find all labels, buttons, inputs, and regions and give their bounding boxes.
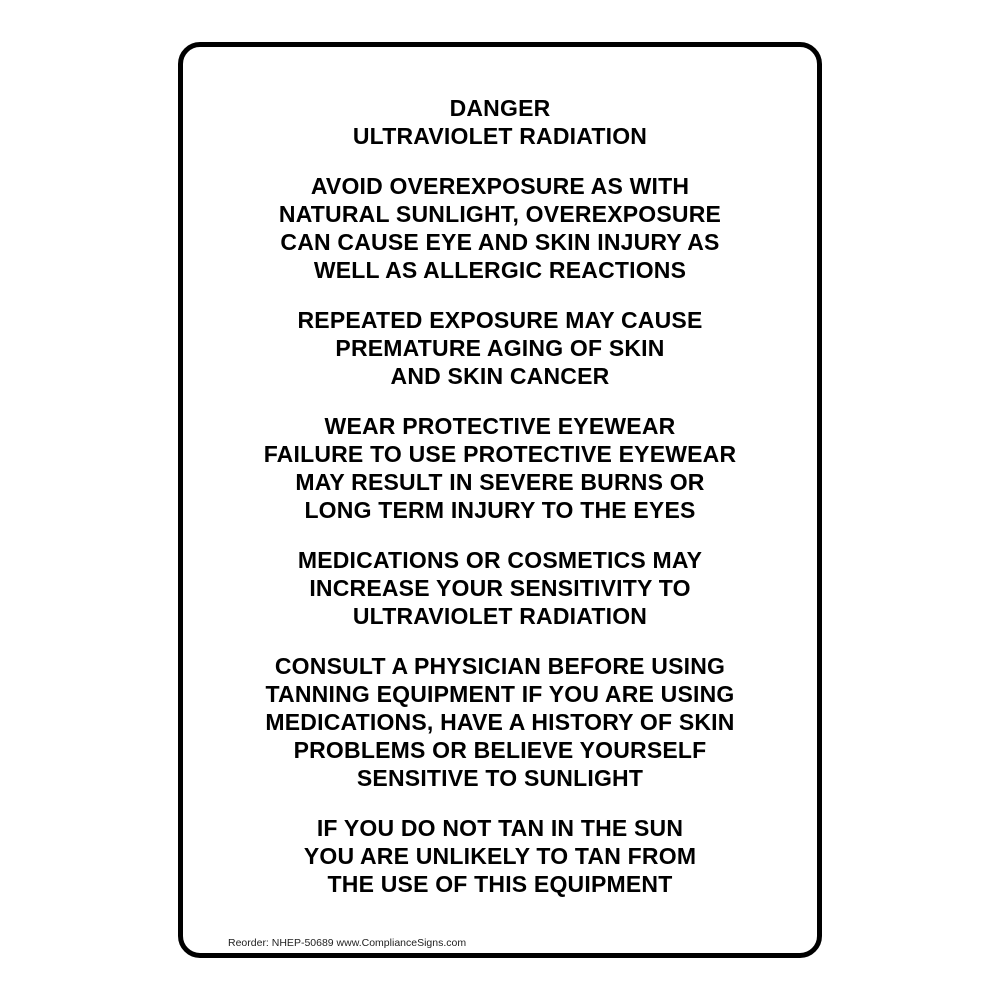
sign-panel (178, 42, 822, 958)
sign-line: THE USE OF THIS EQUIPMENT (327, 871, 673, 897)
reorder-footer: Reorder: NHEP-50689 www.ComplianceSigns.com (228, 937, 467, 949)
sign-line: AVOID OVEREXPOSURE AS WITH (310, 173, 690, 199)
sign-paragraph (183, 306, 817, 390)
sign-line: PREMATURE AGING OF SKIN (335, 335, 665, 361)
sign-line: WELL AS ALLERGIC REACTIONS (313, 257, 687, 283)
sign-line: CAN CAUSE EYE AND SKIN INJURY AS (280, 229, 720, 255)
sign-line: CONSULT A PHYSICIAN BEFORE USING (274, 653, 726, 679)
sign-line: MEDICATIONS OR COSMETICS MAY (297, 547, 703, 573)
sign-line: YOU ARE UNLIKELY TO TAN FROM (303, 843, 697, 869)
sign-line: MEDICATIONS, HAVE A HISTORY OF SKIN (265, 709, 735, 735)
sign-line: ULTRAVIOLET RADIATION (352, 603, 648, 629)
sign-paragraph (183, 546, 817, 630)
sign-line: AND SKIN CANCER (390, 363, 610, 389)
sign-paragraph (183, 172, 817, 284)
sign-line: PROBLEMS OR BELIEVE YOURSELF (293, 737, 707, 763)
sign-line: SENSITIVE TO SUNLIGHT (356, 765, 644, 791)
sign-text (183, 94, 817, 920)
sign-paragraph (183, 814, 817, 898)
sign-paragraph (183, 94, 817, 150)
sign-line: WEAR PROTECTIVE EYEWEAR (324, 413, 676, 439)
sign-line: IF YOU DO NOT TAN IN THE SUN (316, 815, 684, 841)
sign-line: DANGER (449, 95, 551, 121)
sign-line: TANNING EQUIPMENT IF YOU ARE USING (265, 681, 735, 707)
sign-line: FAILURE TO USE PROTECTIVE EYEWEAR (263, 441, 737, 467)
sign-line: NATURAL SUNLIGHT, OVEREXPOSURE (278, 201, 722, 227)
sign-line: MAY RESULT IN SEVERE BURNS OR (295, 469, 705, 495)
sign-line: REPEATED EXPOSURE MAY CAUSE (297, 307, 703, 333)
sign-paragraph (183, 652, 817, 792)
sign-line: ULTRAVIOLET RADIATION (352, 123, 648, 149)
sign-line: INCREASE YOUR SENSITIVITY TO (309, 575, 691, 601)
sign-paragraph (183, 412, 817, 524)
sign-line: LONG TERM INJURY TO THE EYES (304, 497, 696, 523)
